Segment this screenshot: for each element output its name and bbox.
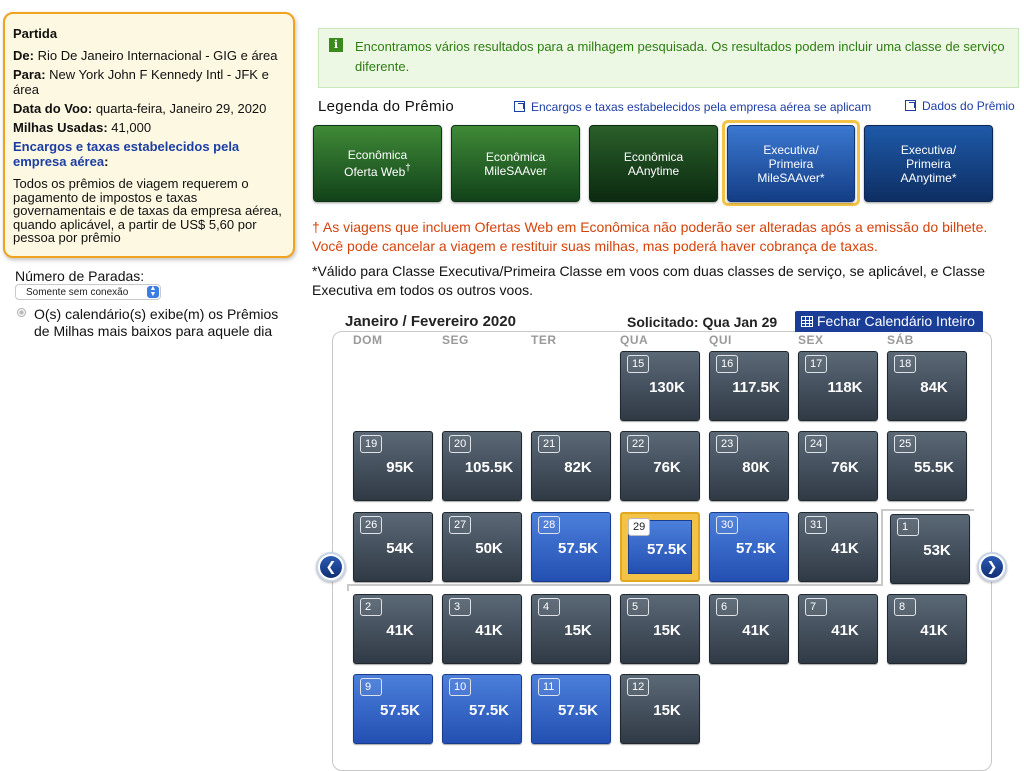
calendar-day-cell[interactable] [887,351,967,421]
external-link-icon [905,100,916,111]
day-number: 16 [716,355,738,373]
stops-select[interactable] [15,284,161,300]
close-calendar-button[interactable] [795,311,983,332]
calendar-day-cell[interactable] [620,351,700,421]
weekday-sun: DOM [353,333,383,347]
calendar-radio-option[interactable] [17,306,297,340]
award-data-link[interactable] [905,99,1015,113]
calendar-grid-icon [801,316,813,327]
day-miles: 95K [386,459,414,476]
day-miles: 76K [831,459,859,476]
award-business-first-milesaaver[interactable] [727,125,855,202]
award-line1: Econômica [485,149,546,164]
award-line2: MileSAAver [484,163,547,178]
day-miles: 82K [564,459,592,476]
day-number: 19 [360,435,382,453]
stops-select-value: Somente sem conexão [26,287,129,298]
chevron-right-icon: ❯ [981,556,1003,578]
close-calendar-label: Fechar Calendário Inteiro [817,313,975,329]
next-month-button[interactable] [977,552,1007,582]
day-miles: 55.5K [913,459,955,476]
external-link-icon [514,101,525,112]
day-number: 9 [360,678,382,696]
day-number: 20 [449,435,471,453]
calendar-day-cell[interactable] [531,674,611,744]
weekday-wed: QUA [620,333,649,347]
calendar-day-cell[interactable] [798,594,878,664]
trip-summary [3,12,295,258]
day-miles: 41K [920,622,948,639]
day-number: 2 [360,598,382,616]
day-miles: 41K [831,622,859,639]
info-banner-text: Encontramos vários resultados para a milhagem pesquisada. Os resultados podem incluir uma classe de serviço diferente. [355,39,1005,74]
day-miles: 80K [742,459,770,476]
fees-heading-link[interactable]: Encargos e taxas estabelecidos pela empresa aérea [13,139,240,169]
calendar-day-cell[interactable] [798,512,878,582]
to-row [13,67,285,97]
calendar-day-cell[interactable] [442,512,522,582]
day-miles: 76K [653,459,681,476]
to-value: New York John F Kennedy Intl - JFK e área [13,67,269,97]
award-line1: Econômica [623,149,684,164]
fees-heading-row [13,139,285,169]
day-miles: 53K [923,542,951,559]
day-number: 7 [805,598,827,616]
award-line2: Primeira [906,156,951,171]
day-number: 23 [716,435,738,453]
calendar-day-cell[interactable] [709,431,789,501]
award-data-link-text: Dados do Prêmio [922,99,1015,113]
calendar-day-cell[interactable] [798,431,878,501]
from-row [13,48,285,63]
award-line2: Primeira [768,156,814,171]
day-number: 30 [716,516,738,534]
weekday-mon: SEG [442,333,469,347]
day-miles: 57.5K [735,540,777,557]
day-miles: 41K [386,622,414,639]
day-miles: 15K [653,702,681,719]
calendar-day-cell[interactable] [353,674,433,744]
day-number: 10 [449,678,471,696]
day-miles: 15K [653,622,681,639]
day-number: 28 [538,516,560,534]
weekday-tue: TER [531,333,557,347]
calendar-day-cell[interactable] [353,594,433,664]
stops-label: Número de Paradas: [15,268,145,284]
day-miles: 57.5K [557,702,599,719]
calendar-day-cell[interactable] [798,351,878,421]
award-line2: Oferta Web [344,165,406,179]
day-miles: 117.5K [732,379,780,396]
day-number: 29 [628,518,650,536]
award-line3: MileSAAver* [757,170,825,185]
info-icon: i [329,38,343,52]
legend-title: Legenda do Prêmio [318,98,455,115]
dagger-mark: † [405,163,411,174]
award-economy-milesaaver[interactable] [451,125,580,202]
day-number: 3 [449,598,471,616]
day-number: 27 [449,516,471,534]
calendar-day-cell[interactable] [887,594,967,664]
from-value: Rio De Janeiro Internacional - GIG e área [37,48,278,63]
day-number: 4 [538,598,560,616]
radio-button[interactable] [17,308,26,317]
date-value: quarta-feira, Janeiro 29, 2020 [95,101,267,116]
award-business-first-aanytime[interactable] [864,125,993,202]
day-number: 6 [716,598,738,616]
day-miles: 57.5K [646,541,688,558]
day-miles: 50K [475,540,503,557]
day-number: 26 [360,516,382,534]
calendar-day-cell[interactable] [442,594,522,664]
calendar-day-cell[interactable] [531,594,611,664]
day-number: 12 [627,678,649,696]
calendar-day-cell[interactable] [709,594,789,664]
date-label: Data do Voo: [13,101,93,116]
weekday-thu: QUI [709,333,732,347]
award-line1: Econômica [347,148,408,162]
radio-label: O(s) calendário(s) exibe(m) os Prêmios de Milhas mais baixos para aquele dia [34,306,279,339]
day-number: 22 [627,435,649,453]
info-banner [318,28,1019,88]
calendar-month-label: Janeiro / Fevereiro 2020 [345,313,516,330]
date-row [13,101,285,116]
day-number: 8 [894,598,916,616]
award-line1: Executiva/ [900,142,957,157]
from-label: De: [13,48,34,63]
day-number: 18 [894,355,916,373]
chevron-left-icon: ❮ [320,556,342,578]
day-number: 17 [805,355,827,373]
calendar-day-cell[interactable] [353,431,433,501]
calendar-day-cell[interactable] [620,512,700,582]
calendar-day-cell[interactable] [709,512,789,582]
award-economy-web-offer[interactable] [313,125,442,202]
award-economy-aanytime[interactable] [589,125,718,202]
prev-month-button[interactable] [316,552,346,582]
calendar-day-cell[interactable] [531,431,611,501]
day-miles: 84K [920,379,948,396]
day-miles: 41K [742,622,770,639]
day-miles: 105.5K [464,459,514,476]
to-label: Para: [13,67,46,82]
miles-label: Milhas Usadas: [13,120,108,135]
calendar-day-cell[interactable] [887,431,967,501]
award-line2: AAnytime [627,163,680,178]
day-number: 21 [538,435,560,453]
day-number: 31 [805,516,827,534]
weekday-sat: SÁB [887,333,914,347]
award-line3: AAnytime* [900,170,957,185]
day-number: 15 [627,355,649,373]
day-miles: 57.5K [557,540,599,557]
web-offer-note: † As viagens que incluem Ofertas Web em Econômica não poderão ser alteradas após a emissão do bilhete. Você pode cancelar a viagem e restituir suas milhas, mas poderá haver cobrança de taxas. [312,219,988,254]
day-miles: 130K [649,379,685,396]
calendar-requested-date: Solicitado: Qua Jan 29 [627,314,778,330]
calendar-day-cell[interactable] [890,514,970,584]
day-number: 5 [627,598,649,616]
fees-text: Todos os prêmios de viagem requerem o pagamento de impostos e taxas governamentais e de taxas da empresa aérea, quando aplicável, a partir de US$ 5,60 por pessoa por prêmio [13,176,282,245]
select-arrows-icon: ▲ ▼ [147,286,159,298]
calendar-day-cell[interactable] [620,674,700,744]
day-miles: 118K [827,379,863,396]
miles-row [13,120,285,135]
award-line1: Executiva/ [763,142,819,157]
day-miles: 41K [831,540,859,557]
day-number: 24 [805,435,827,453]
calendar-day-cell[interactable] [531,512,611,582]
day-number: 25 [894,435,916,453]
fees-colon: : [104,154,109,169]
valid-note: *Válido para Classe Executiva/Primeira Classe em voos com duas classes de serviço, se aplicável, e Classe Executiva em todos os outros voos. [312,263,986,298]
calendar-day-cell[interactable] [620,594,700,664]
miles-value: 41,000 [111,120,152,135]
fees-link[interactable] [514,100,871,114]
day-number: 1 [897,518,919,536]
day-miles: 54K [386,540,414,557]
day-miles: 57.5K [379,702,421,719]
calendar-day-cell[interactable] [442,431,522,501]
day-miles: 15K [564,622,592,639]
calendar-day-cell[interactable] [709,351,789,421]
day-number: 11 [538,678,560,696]
day-miles: 57.5K [468,702,510,719]
summary-title: Partida [13,26,58,41]
weekday-fri: SEX [798,333,824,347]
calendar-day-cell[interactable] [353,512,433,582]
day-miles: 41K [475,622,503,639]
fees-link-text: Encargos e taxas estabelecidos pela empresa aérea se aplicam [531,100,872,114]
calendar-day-cell[interactable] [620,431,700,501]
calendar-day-cell[interactable] [442,674,522,744]
